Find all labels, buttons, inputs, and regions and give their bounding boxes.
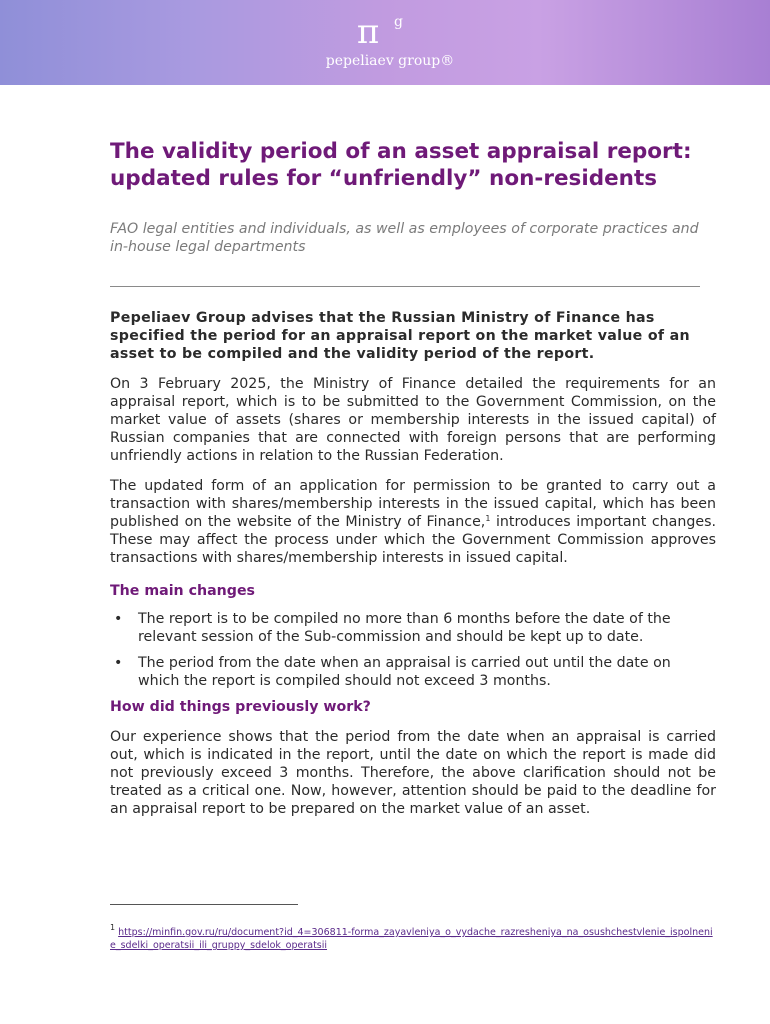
list-item-text: The report is to be compiled no more than 6 months before the date of the relevant session of the Sub-commission and should be kept up to date. xyxy=(138,611,671,645)
paragraph-updated-form-continuation: introduces important changes. These may affect the process under which the Government Commission approves transactions with shares/membership interests in issued capital. xyxy=(110,514,716,566)
heading-main-changes: The main changes xyxy=(110,583,256,599)
bullet-icon: • xyxy=(114,655,123,671)
document-body xyxy=(110,138,716,818)
lead-paragraph: Pepeliaev Group advises that the Russian Ministry of Finance has specified the period for an appraisal report on the market value of an asset to be compiled and the validity period of the report. xyxy=(110,310,690,362)
audience-line: FAO legal entities and individuals, as well as employees of corporate practices and in-house legal departments xyxy=(110,221,699,255)
logo-pi-symbol: π xyxy=(356,12,380,52)
bullet-icon: • xyxy=(114,611,123,627)
list-item-text: The period from the date when an appraisal is carried out until the date on which the report is compiled should not exceed 3 months. xyxy=(138,655,671,689)
header-banner xyxy=(0,0,770,85)
footnote-link[interactable]: https://minfin.gov.ru/ru/document?id_4=306811-forma_zayavleniya_o_vydache_razresheniya_na_osushchestvlenie_ispolnenie_sdelki_operatsii_ili_gruppy_sdelok_operatsii xyxy=(110,927,713,951)
footnote-divider xyxy=(110,904,298,905)
logo-superscript-g: g xyxy=(394,14,403,30)
heading-previous-practice: How did things previously work? xyxy=(110,699,371,715)
logo-wordmark: pepeliaev group® xyxy=(325,53,455,69)
paragraph-updated-form xyxy=(110,477,716,567)
footnote-number: 1 xyxy=(110,923,116,932)
list-item xyxy=(110,610,716,646)
section-divider xyxy=(110,286,700,287)
list-item xyxy=(110,654,716,690)
main-changes-list xyxy=(110,610,716,690)
paragraph-updated-form-text: The updated form of an application for permission to be granted to carry out a transaction with shares/membership interests in the issued capital, which has been published on the website of the Ministry of Finance, xyxy=(110,478,716,530)
footnote xyxy=(110,923,716,952)
paragraph-previous-practice: Our experience shows that the period from the date when an appraisal is carried out, which is indicated in the report, until the date on which the report is made did not previously exceed 3 months. Therefore, the above clarification should not be treated as a critical one. Now, however, attention should be paid to the deadline for an appraisal report to be prepared on the market value of an asset. xyxy=(110,729,716,817)
paragraph-ministry-requirements: On 3 February 2025, the Ministry of Finance detailed the requirements for an appraisal report, which is to be submitted to the Government Commission, on the market value of assets (shares or membership interests in the issued capital) of Russian companies that are connected with foreign persons that are performing unfriendly actions in relation to the Russian Federation. xyxy=(110,376,716,464)
pepeliaev-group-logo[interactable] xyxy=(320,12,460,74)
document-title: The validity period of an asset appraisal report: updated rules for “unfriendly” non-residents xyxy=(110,139,692,191)
footnote-reference[interactable]: 1 xyxy=(485,514,491,523)
